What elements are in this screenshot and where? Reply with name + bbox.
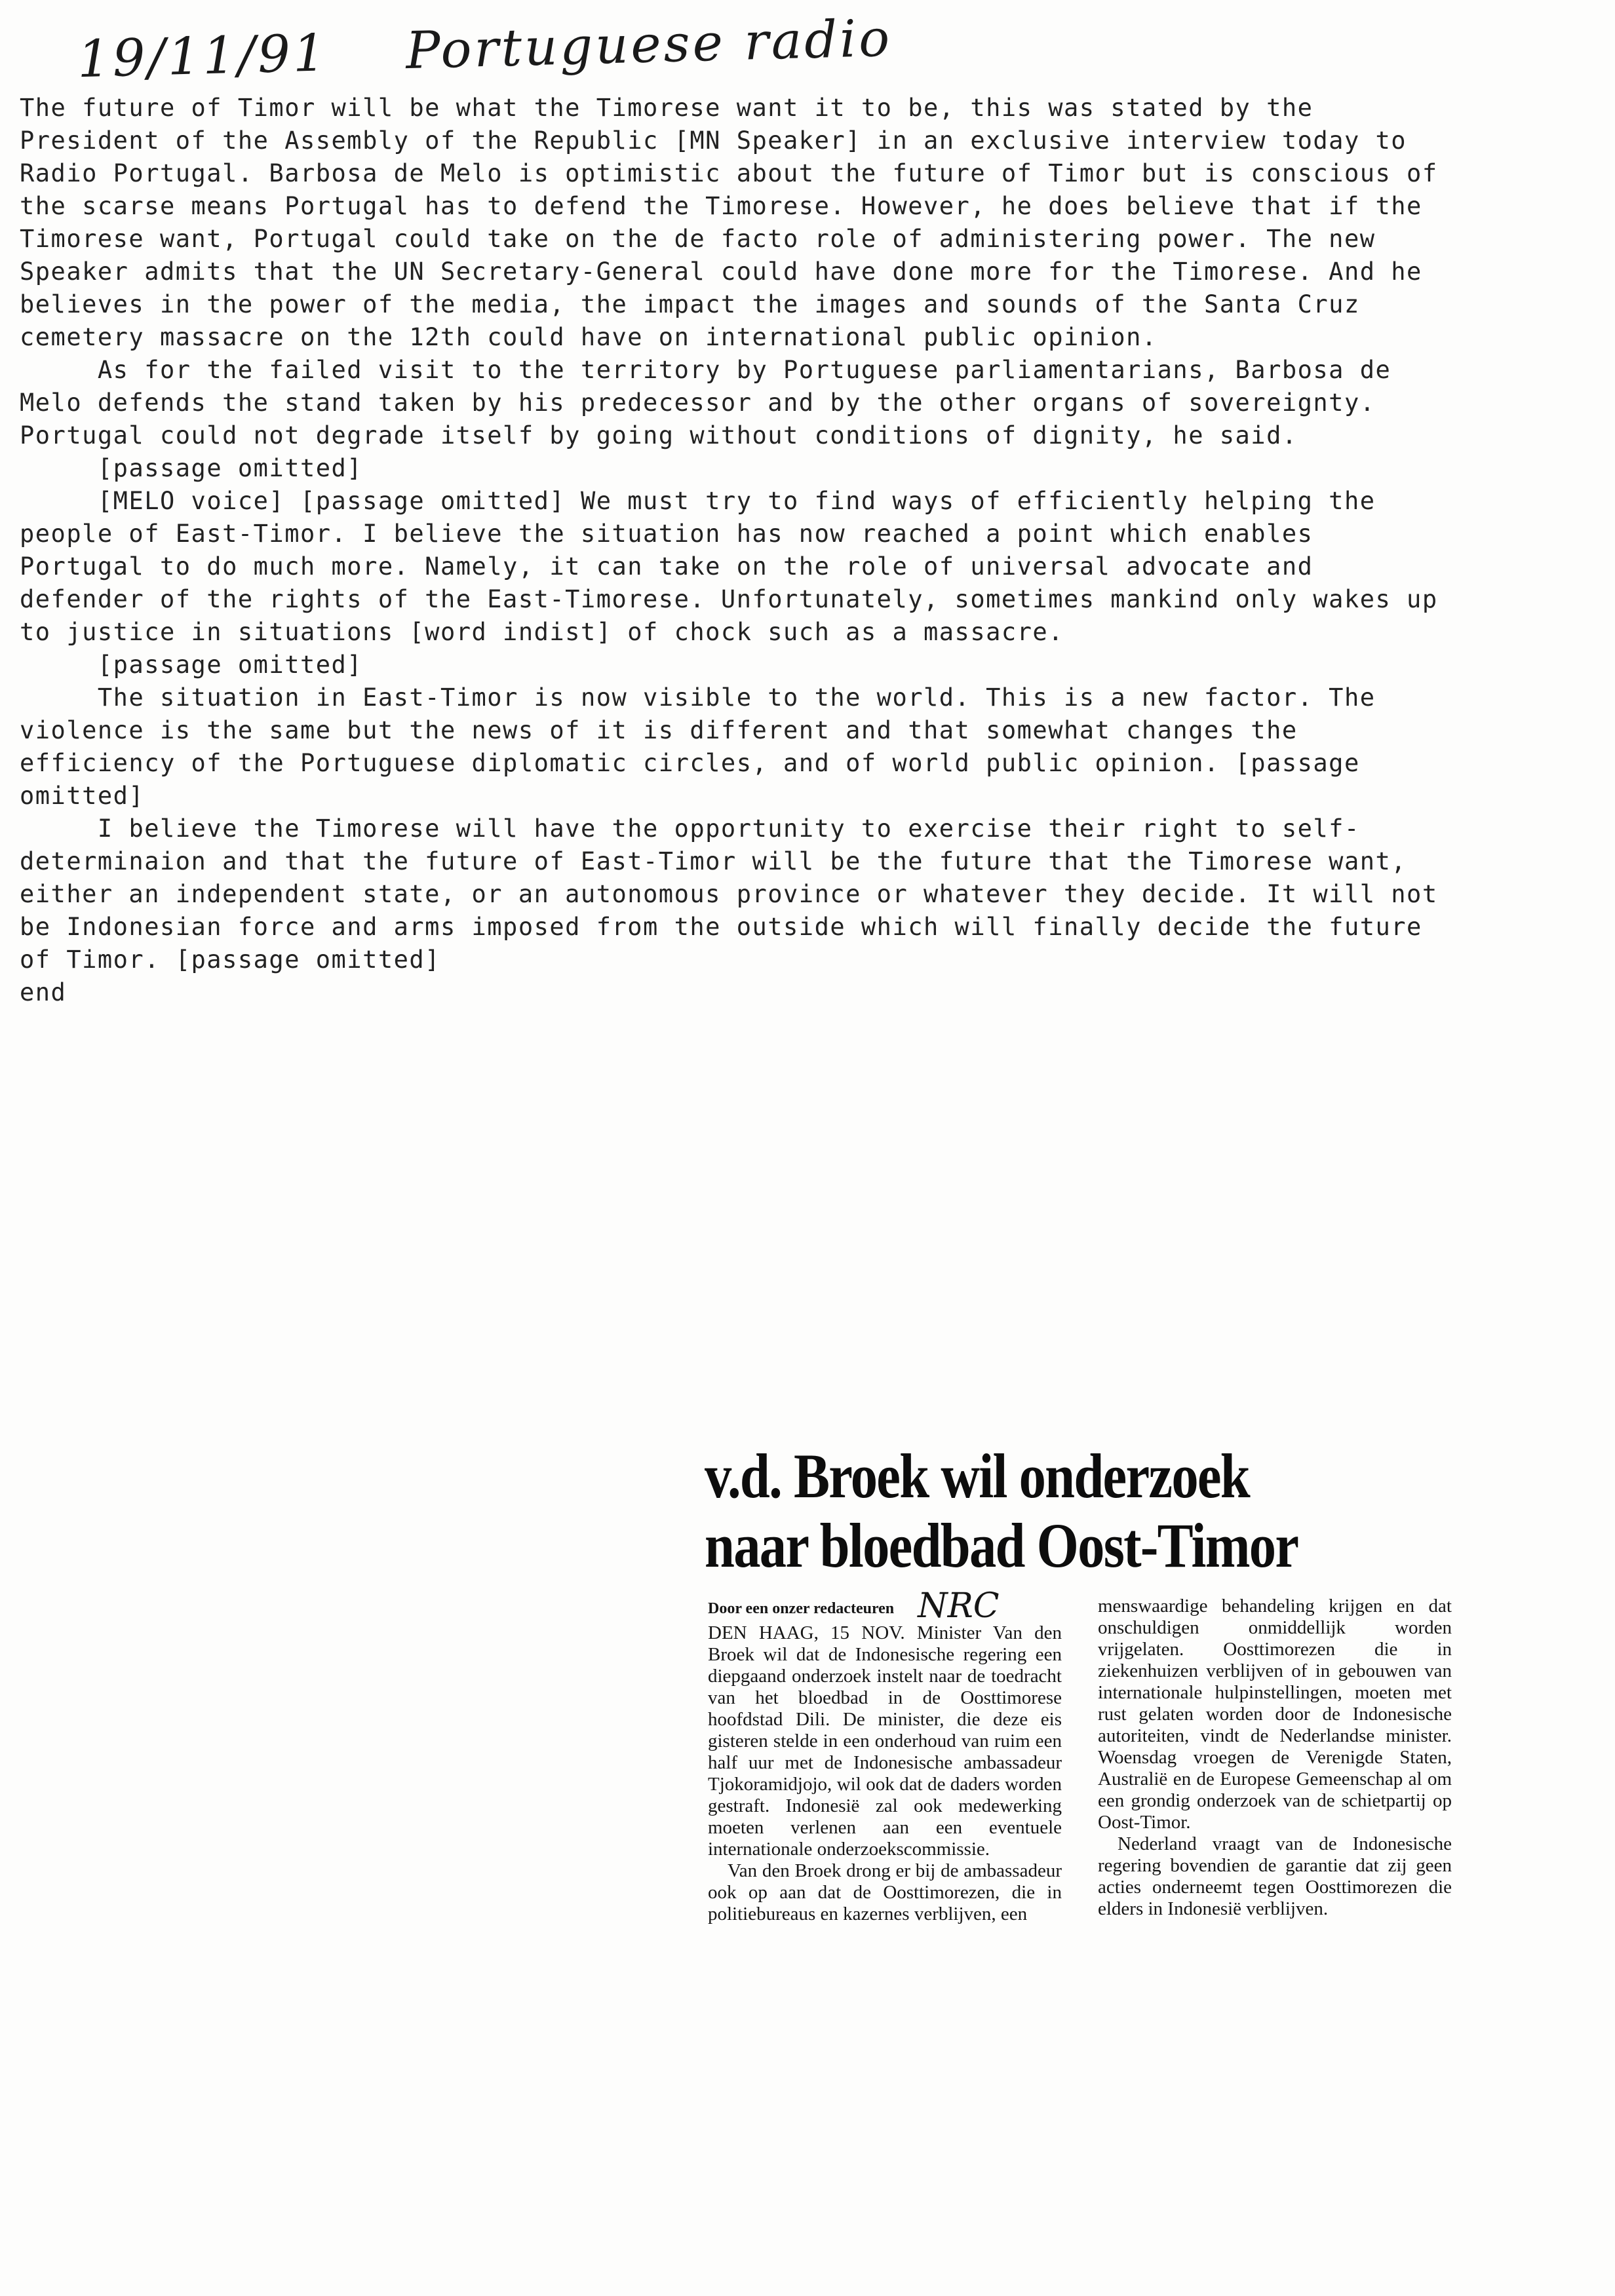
article-paragraph: Nederland vraagt van de Indonesische regering bovendien de garantie dat zij geen acties onderneemt tegen Oosttimorezen die elders in Indonesië verblijven.: [1098, 1833, 1452, 1919]
article-paragraph: Van den Broek drong er bij de ambassadeur ook op aan dat de Oosttimorezen, die in politiebureaus en kazernes verblijven, een: [708, 1860, 1062, 1924]
headline-line-1: v.d. Broek wil onderzoek: [705, 1441, 1250, 1511]
typed-paragraph: [passage omitted]: [20, 651, 363, 679]
typed-paragraph: [MELO voice] [passage omitted] We must try to find ways of efficiently helping the people of East-Timor. I believe the situation has now reached a point which enables Portugal to do much more. Namely, it can take on the role of universal advocate and defender of the rights of the East-Timorese. Unfortunately, sometimes mankind only wakes up to justice in situations [word indist] of chock such as a massacre.: [20, 487, 1454, 646]
typed-paragraph: The future of Timor will be what the Timorese want it to be, this was stated by the President of the Assembly of the Republic [MN Speaker] in an exclusive interview today to Radio Portugal. Barbosa de Melo is optimistic about the future of Timor but is conscious of the scarse means Portugal has to defend the Timorese. However, he does believe that if the Timorese want, Portugal could take on the de facto role of administering power. The new Speaker admits that the UN Secretary-General could have done more for the Timorese. And he believes in the power of the media, the impact the images and sounds of the Santa Cruz cemetery massacre on the 12th could have on international public opinion.: [20, 94, 1454, 351]
typed-paragraph: As for the failed visit to the territory by Portuguese parliamentarians, Barbosa de Melo defends the stand taken by his predecessor and by the other organs of sovereignty. Portugal could not degrade itself by going without conditions of dignity, he said.: [20, 356, 1407, 450]
dateline: DEN HAAG, 15 NOV.: [708, 1622, 905, 1643]
article-columns: [708, 1586, 1455, 1925]
handwritten-date: 19/11/91: [77, 24, 329, 90]
typed-end-marker: end: [20, 978, 67, 1006]
clipping-headline: [705, 1441, 1364, 1580]
article-paragraph: [708, 1622, 1062, 1860]
article-paragraph: menswaardige behandeling krijgen en dat onschuldigen onmiddellijk worden vrijgelaten. Oosttimorezen die in ziekenhuizen verblijven of in gebouwen van internationale hulpinstellingen, moeten met rust gelaten worden door de Indonesische autoriteiten, vindt de Nederlandse minister. Woensdag vroegen de Verenigde Staten, Australië en de Europese Gemeenschap al om een grondig onderzoek van de schietpartij op Oost-Timor.: [1098, 1596, 1452, 1833]
article-column-2: [1098, 1596, 1452, 1925]
typed-transcript: [20, 92, 1454, 1009]
handwritten-source: Portuguese radio: [404, 9, 893, 81]
article-column-1: [708, 1586, 1062, 1925]
typed-paragraph: [passage omitted]: [20, 454, 363, 482]
source-mark: NRC: [918, 1586, 1000, 1626]
byline-text: Door een onzer redacteuren: [708, 1600, 895, 1617]
byline: [708, 1586, 1062, 1626]
handwritten-note: [77, 9, 893, 90]
headline-line-2: naar bloedbad Oost-Timor: [705, 1510, 1298, 1580]
typed-paragraph: I believe the Timorese will have the opportunity to exercise their right to self-determinaion and that the future of East-Timor will be the future that the Timorese want, either an independent state, or an autonomous province or whatever they decide. It will not be Indonesian force and arms imposed from the outside which will finally decide the future of Timor. [passage omitted]: [20, 814, 1454, 974]
typed-paragraph: The situation in East-Timor is now visible to the world. This is a new factor. The violence is the same but the news of it is different and that somewhat changes the efficiency of the Portuguese diplomatic circles, and of world public opinion. [passage omitted]: [20, 683, 1391, 810]
article-text: Minister Van den Broek wil dat de Indonesische regering een diepgaand onderzoek instelt naar de toedracht van het bloedbad in de Oosttimorese hoofdstad Dili. De minister, die deze eis gisteren stelde in een onderhoud van ruim een half uur met de Indonesische ambassadeur Tjokoramidjojo, wil ook dat de daders worden gestraft. Indonesië zal ook medewerking moeten verlenen aan een eventuele internationale onderzoekscommissie.: [708, 1622, 1062, 1860]
newspaper-clipping: [705, 1441, 1471, 1924]
